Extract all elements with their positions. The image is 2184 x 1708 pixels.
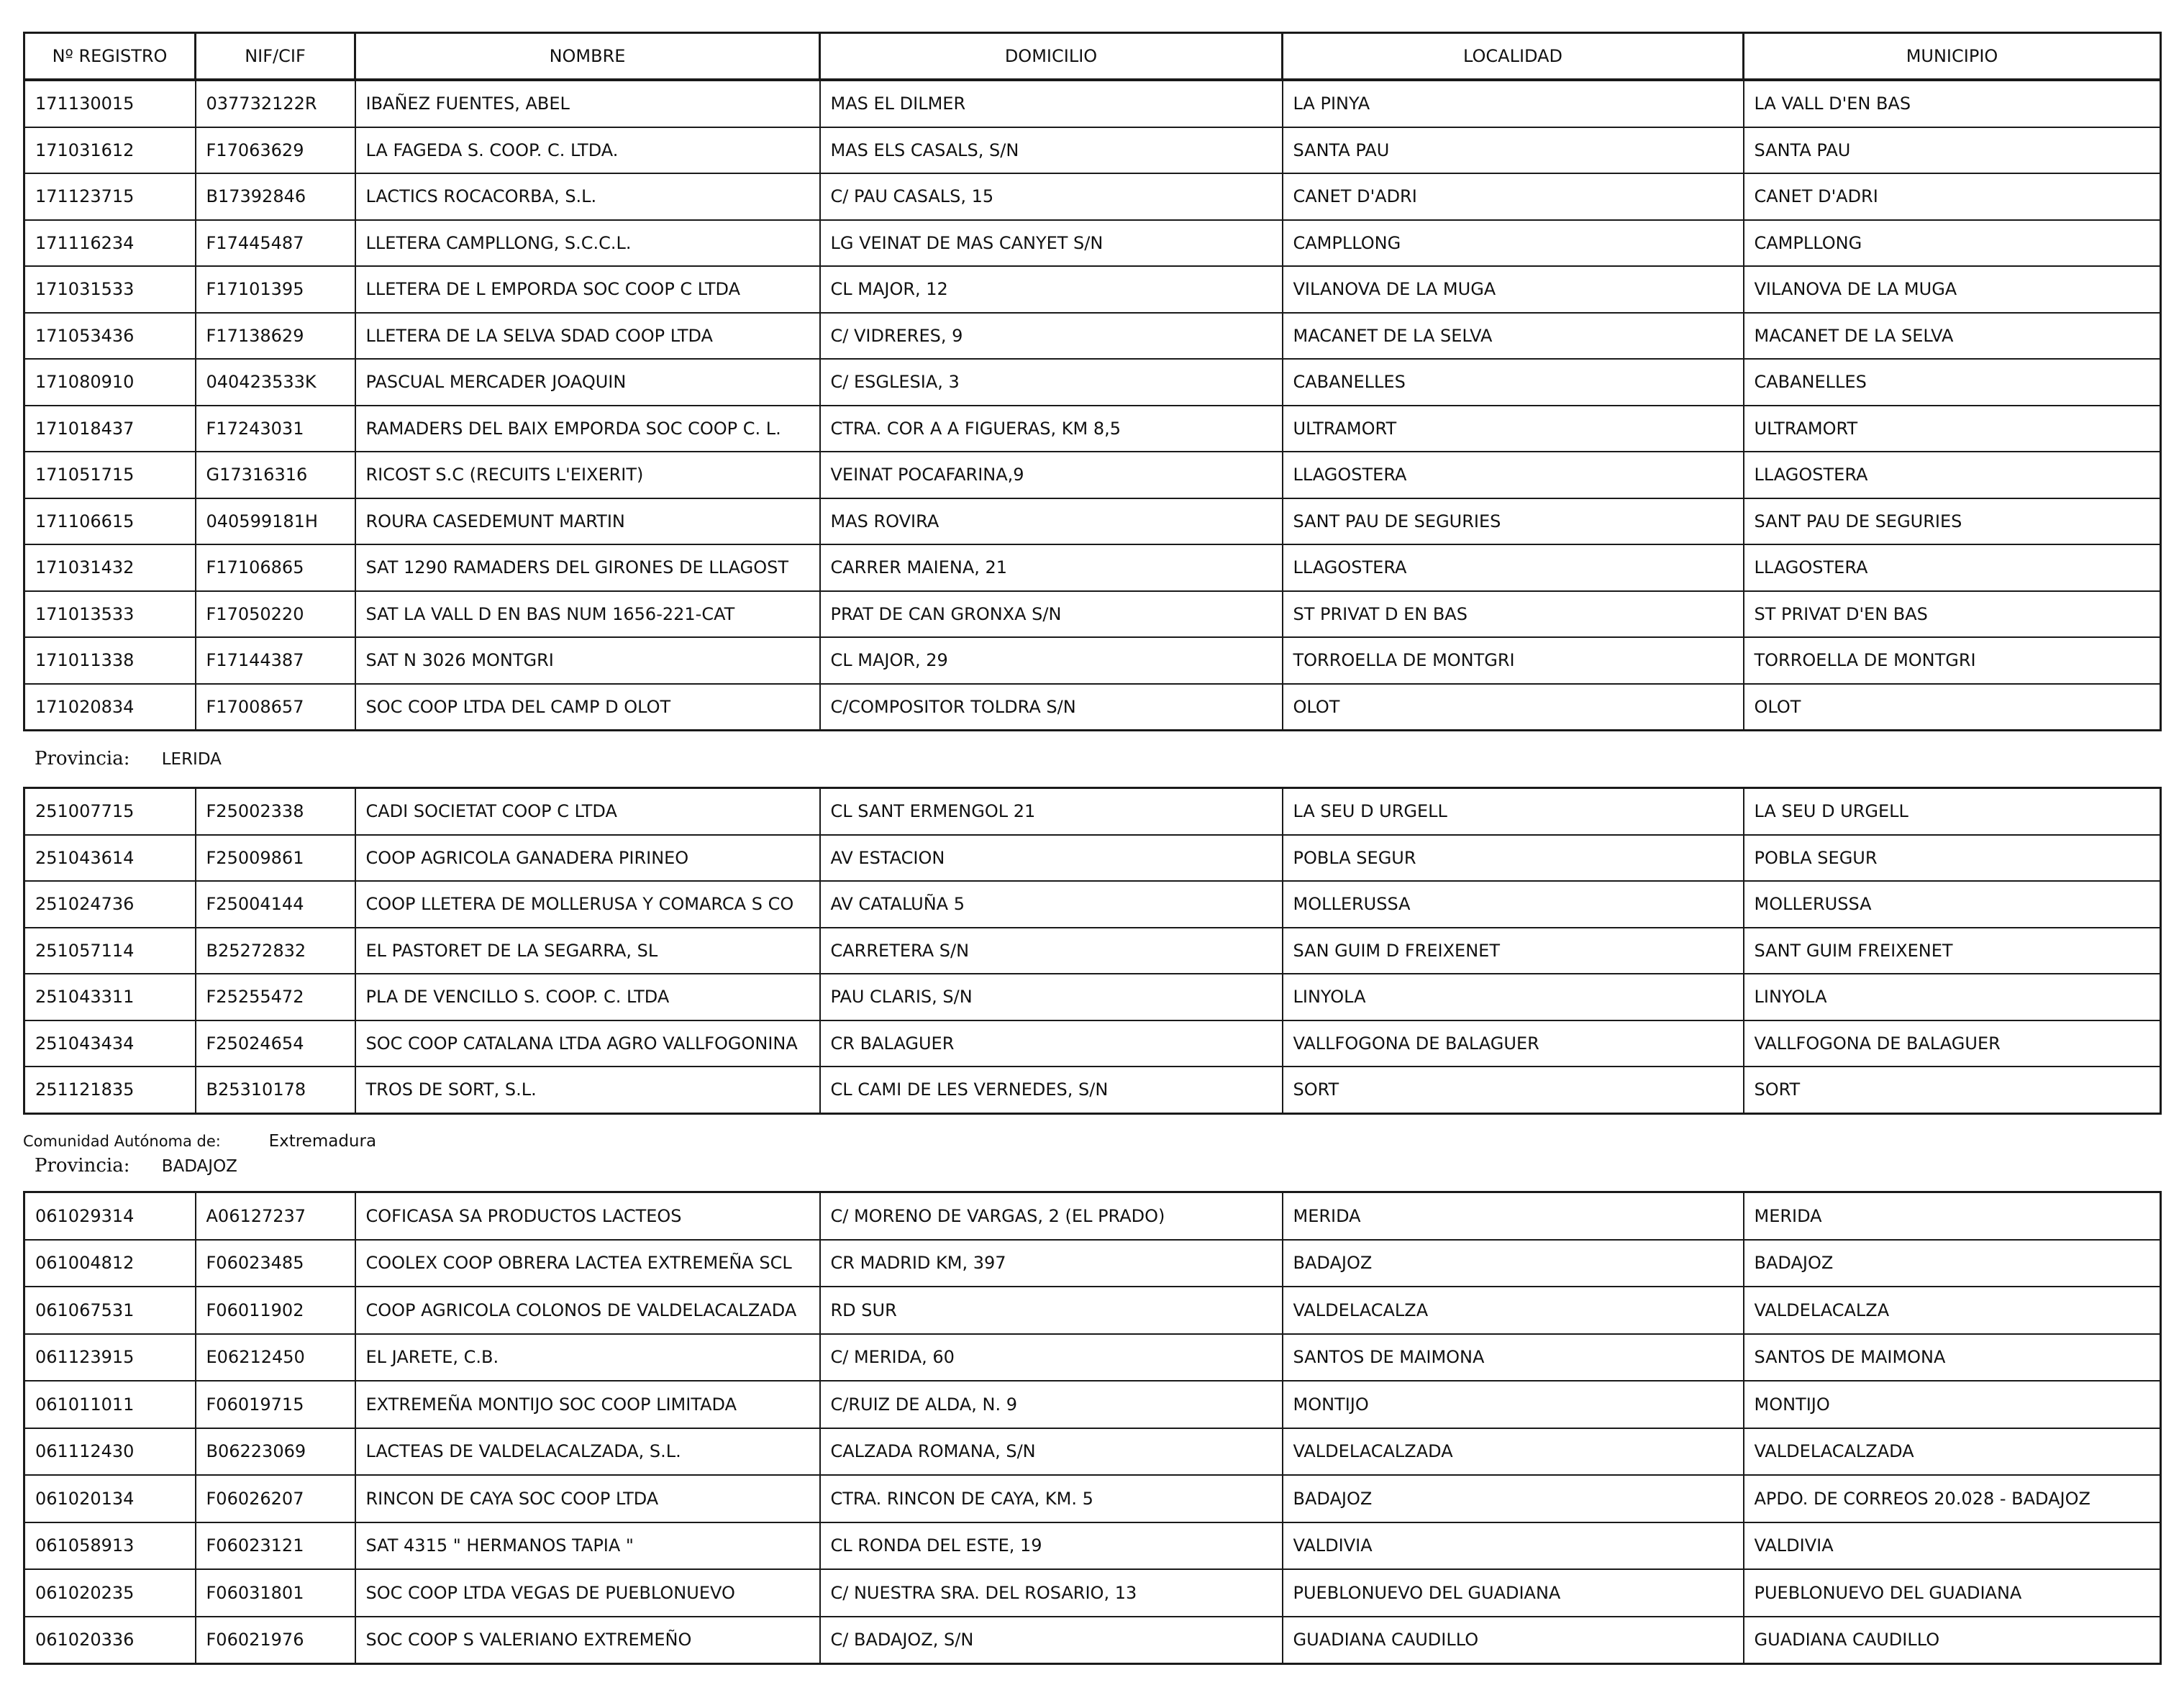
cell-domicilio: CR BALAGUER [820, 1020, 1283, 1067]
badajoz-table [23, 1191, 2162, 1665]
cell-nif: B06223069 [196, 1428, 355, 1476]
table-row [24, 1020, 2161, 1067]
cell-registro: 171106615 [24, 498, 196, 545]
cell-localidad: VALDELACALZA [1283, 1287, 1744, 1334]
cell-domicilio: MAS ELS CASALS, S/N [820, 127, 1283, 174]
cell-localidad: CANET D'ADRI [1283, 173, 1744, 220]
table-row [24, 1381, 2161, 1428]
cell-registro: 061020134 [24, 1475, 196, 1522]
cell-municipio: SORT [1744, 1067, 2161, 1113]
cell-domicilio: C/RUIZ DE ALDA, N. 9 [820, 1381, 1283, 1428]
table-row [24, 928, 2161, 974]
cell-nombre: LLETERA DE L EMPORDA SOC COOP C LTDA [355, 266, 820, 313]
table-row [24, 544, 2161, 591]
table-row [24, 127, 2161, 174]
cell-nombre: LACTEAS DE VALDELACALZADA, S.L. [355, 1428, 820, 1476]
table-row [24, 313, 2161, 360]
cell-registro: 061123915 [24, 1334, 196, 1382]
cell-domicilio: C/ MERIDA, 60 [820, 1334, 1283, 1382]
cell-nif: F06023485 [196, 1240, 355, 1287]
cell-localidad: CAMPLLONG [1283, 220, 1744, 267]
cell-nombre: CADI SOCIETAT COOP C LTDA [355, 788, 820, 835]
cell-municipio: SANTOS DE MAIMONA [1744, 1334, 2161, 1382]
province-name: BADAJOZ [161, 1157, 237, 1176]
cell-localidad: ULTRAMORT [1283, 406, 1744, 452]
cell-nombre: LA FAGEDA S. COOP. C. LTDA. [355, 127, 820, 174]
cell-municipio: OLOT [1744, 684, 2161, 731]
table-row [24, 220, 2161, 267]
table-row [24, 1428, 2161, 1476]
cell-nif: E06212450 [196, 1334, 355, 1382]
cell-localidad: SANT PAU DE SEGURIES [1283, 498, 1744, 545]
cell-nif: F17050220 [196, 591, 355, 638]
cell-nif: F17008657 [196, 684, 355, 731]
cell-nombre: COOP LLETERA DE MOLLERUSA Y COMARCA S CO [355, 881, 820, 928]
cell-municipio: MACANET DE LA SELVA [1744, 313, 2161, 360]
cell-municipio: MERIDA [1744, 1192, 2161, 1240]
cell-municipio: POBLA SEGUR [1744, 835, 2161, 882]
table-row [24, 1067, 2161, 1113]
cell-nombre: SAT 4315 " HERMANOS TAPIA " [355, 1522, 820, 1570]
cell-municipio: SANT PAU DE SEGURIES [1744, 498, 2161, 545]
cell-nif: F17106865 [196, 544, 355, 591]
cell-localidad: PUEBLONUEVO DEL GUADIANA [1283, 1569, 1744, 1617]
cell-nif: F17138629 [196, 313, 355, 360]
cell-localidad: SANTA PAU [1283, 127, 1744, 174]
cell-localidad: SAN GUIM D FREIXENET [1283, 928, 1744, 974]
cell-registro: 171031432 [24, 544, 196, 591]
cell-registro: 251121835 [24, 1067, 196, 1113]
cell-domicilio: MAS ROVIRA [820, 498, 1283, 545]
cell-nif: F06019715 [196, 1381, 355, 1428]
cell-nif: A06127237 [196, 1192, 355, 1240]
gerona-table [23, 79, 2162, 731]
cell-domicilio: CARRER MAIENA, 21 [820, 544, 1283, 591]
cell-localidad: MOLLERUSSA [1283, 881, 1744, 928]
cell-nombre: COOP AGRICOLA COLONOS DE VALDELACALZADA [355, 1287, 820, 1334]
cell-registro: 061020336 [24, 1617, 196, 1664]
cell-domicilio: CARRETERA S/N [820, 928, 1283, 974]
cell-nombre: SOC COOP LTDA DEL CAMP D OLOT [355, 684, 820, 731]
cell-municipio: CANET D'ADRI [1744, 173, 2161, 220]
cell-nombre: COOP AGRICOLA GANADERA PIRINEO [355, 835, 820, 882]
table-row [24, 173, 2161, 220]
cell-domicilio: CL MAJOR, 29 [820, 637, 1283, 684]
cell-registro: 171018437 [24, 406, 196, 452]
cell-localidad: LLAGOSTERA [1283, 544, 1744, 591]
cell-registro: 251043614 [24, 835, 196, 882]
province-label-lerida [35, 748, 222, 769]
table-row [24, 974, 2161, 1020]
cell-registro: 061112430 [24, 1428, 196, 1476]
table-row [24, 1522, 2161, 1570]
cell-municipio: LA VALL D'EN BAS [1744, 81, 2161, 127]
cell-domicilio: VEINAT POCAFARINA,9 [820, 452, 1283, 498]
cell-localidad: VALDELACALZADA [1283, 1428, 1744, 1476]
cell-localidad: ST PRIVAT D EN BAS [1283, 591, 1744, 638]
cell-nombre: RICOST S.C (RECUITS L'EIXERIT) [355, 452, 820, 498]
cell-localidad: MERIDA [1283, 1192, 1744, 1240]
table-row [24, 1240, 2161, 1287]
cell-domicilio: C/ BADAJOZ, S/N [820, 1617, 1283, 1664]
cell-registro: 171013533 [24, 591, 196, 638]
cell-registro: 061004812 [24, 1240, 196, 1287]
cell-municipio: LA SEU D URGELL [1744, 788, 2161, 835]
cell-domicilio: PAU CLARIS, S/N [820, 974, 1283, 1020]
table-row [24, 452, 2161, 498]
cell-nif: F25009861 [196, 835, 355, 882]
cell-nombre: PASCUAL MERCADER JOAQUIN [355, 359, 820, 406]
table-row [24, 1475, 2161, 1522]
cell-domicilio: CTRA. COR A A FIGUERAS, KM 8,5 [820, 406, 1283, 452]
cell-nombre: SOC COOP S VALERIANO EXTREMEÑO [355, 1617, 820, 1664]
cell-nif: F06026207 [196, 1475, 355, 1522]
cell-municipio: APDO. DE CORREOS 20.028 - BADAJOZ [1744, 1475, 2161, 1522]
cell-nombre: EXTREMEÑA MONTIJO SOC COOP LIMITADA [355, 1381, 820, 1428]
cell-nombre: EL JARETE, C.B. [355, 1334, 820, 1382]
cell-registro: 061058913 [24, 1522, 196, 1570]
cell-localidad: MONTIJO [1283, 1381, 1744, 1428]
cell-nif: B25310178 [196, 1067, 355, 1113]
cell-localidad: LA PINYA [1283, 81, 1744, 127]
cell-registro: 061067531 [24, 1287, 196, 1334]
cell-municipio: VALDELACALZA [1744, 1287, 2161, 1334]
cell-registro: 061011011 [24, 1381, 196, 1428]
table-row [24, 266, 2161, 313]
comunidad-autonoma-label [23, 1132, 376, 1151]
cell-registro: 171051715 [24, 452, 196, 498]
cell-domicilio: CR MADRID KM, 397 [820, 1240, 1283, 1287]
cell-municipio: ST PRIVAT D'EN BAS [1744, 591, 2161, 638]
cell-nif: B25272832 [196, 928, 355, 974]
province-name: LERIDA [161, 750, 222, 769]
cell-nombre: ROURA CASEDEMUNT MARTIN [355, 498, 820, 545]
cell-registro: 171031533 [24, 266, 196, 313]
cell-municipio: CAMPLLONG [1744, 220, 2161, 267]
cell-municipio: CABANELLES [1744, 359, 2161, 406]
cell-municipio: MOLLERUSSA [1744, 881, 2161, 928]
province-caption: Provincia: [35, 1155, 130, 1177]
table-row [24, 835, 2161, 882]
cell-registro: 061020235 [24, 1569, 196, 1617]
cell-domicilio: RD SUR [820, 1287, 1283, 1334]
cell-nombre: IBAÑEZ FUENTES, ABEL [355, 81, 820, 127]
cell-nombre: SOC COOP CATALANA LTDA AGRO VALLFOGONINA [355, 1020, 820, 1067]
cell-localidad: VALLFOGONA DE BALAGUER [1283, 1020, 1744, 1067]
table-row [24, 1569, 2161, 1617]
cell-nif: F17063629 [196, 127, 355, 174]
table-row [24, 1192, 2161, 1240]
table-row [24, 498, 2161, 545]
cell-domicilio: CL SANT ERMENGOL 21 [820, 788, 1283, 835]
cell-registro: 171130015 [24, 81, 196, 127]
header-nombre: NOMBRE [355, 33, 820, 80]
cell-domicilio: C/COMPOSITOR TOLDRA S/N [820, 684, 1283, 731]
cell-registro: 171031612 [24, 127, 196, 174]
cell-nif: F06031801 [196, 1569, 355, 1617]
cell-domicilio: C/ VIDRERES, 9 [820, 313, 1283, 360]
cell-nombre: TROS DE SORT, S.L. [355, 1067, 820, 1113]
cell-registro: 171011338 [24, 637, 196, 684]
cell-localidad: OLOT [1283, 684, 1744, 731]
cell-municipio: SANT GUIM FREIXENET [1744, 928, 2161, 974]
cell-localidad: TORROELLA DE MONTGRI [1283, 637, 1744, 684]
province-caption: Provincia: [35, 748, 130, 769]
cell-localidad: LLAGOSTERA [1283, 452, 1744, 498]
table-row [24, 591, 2161, 638]
cell-municipio: BADAJOZ [1744, 1240, 2161, 1287]
cell-municipio: MONTIJO [1744, 1381, 2161, 1428]
cell-domicilio: CL RONDA DEL ESTE, 19 [820, 1522, 1283, 1570]
cell-localidad: SORT [1283, 1067, 1744, 1113]
cell-localidad: BADAJOZ [1283, 1475, 1744, 1522]
cell-nombre: PLA DE VENCILLO S. COOP. C. LTDA [355, 974, 820, 1020]
cell-localidad: VILANOVA DE LA MUGA [1283, 266, 1744, 313]
cell-nombre: SOC COOP LTDA VEGAS DE PUEBLONUEVO [355, 1569, 820, 1617]
header-municipio: MUNICIPIO [1744, 33, 2161, 80]
cell-localidad: SANTOS DE MAIMONA [1283, 1334, 1744, 1382]
cell-registro: 251043434 [24, 1020, 196, 1067]
cell-nif: 040599181H [196, 498, 355, 545]
table-row [24, 1287, 2161, 1334]
cell-nif: F25255472 [196, 974, 355, 1020]
cell-nombre: RINCON DE CAYA SOC COOP LTDA [355, 1475, 820, 1522]
cell-nif: F25024654 [196, 1020, 355, 1067]
cell-localidad: LA SEU D URGELL [1283, 788, 1744, 835]
cell-localidad: VALDIVIA [1283, 1522, 1744, 1570]
cell-nombre: EL PASTORET DE LA SEGARRA, SL [355, 928, 820, 974]
cell-localidad: LINYOLA [1283, 974, 1744, 1020]
table-row [24, 81, 2161, 127]
cell-nif: F06021976 [196, 1617, 355, 1664]
cell-localidad: MACANET DE LA SELVA [1283, 313, 1744, 360]
cell-municipio: TORROELLA DE MONTGRI [1744, 637, 2161, 684]
cell-municipio: SANTA PAU [1744, 127, 2161, 174]
cell-nif: F06011902 [196, 1287, 355, 1334]
cell-nombre: LLETERA CAMPLLONG, S.C.C.L. [355, 220, 820, 267]
cell-domicilio: C/ ESGLESIA, 3 [820, 359, 1283, 406]
cell-registro: 171053436 [24, 313, 196, 360]
table-row [24, 1617, 2161, 1664]
cell-registro: 061029314 [24, 1192, 196, 1240]
cell-registro: 171116234 [24, 220, 196, 267]
cell-nombre: SAT N 3026 MONTGRI [355, 637, 820, 684]
cell-domicilio: CL MAJOR, 12 [820, 266, 1283, 313]
cell-nif: F17144387 [196, 637, 355, 684]
cell-municipio: VALLFOGONA DE BALAGUER [1744, 1020, 2161, 1067]
comunidad-caption: Comunidad Autónoma de: [23, 1133, 221, 1150]
cell-localidad: BADAJOZ [1283, 1240, 1744, 1287]
cell-domicilio: CALZADA ROMANA, S/N [820, 1428, 1283, 1476]
header-domicilio: DOMICILIO [820, 33, 1283, 80]
cell-domicilio: AV ESTACION [820, 835, 1283, 882]
cell-localidad: CABANELLES [1283, 359, 1744, 406]
table-row [24, 406, 2161, 452]
cell-nombre: RAMADERS DEL BAIX EMPORDA SOC COOP C. L. [355, 406, 820, 452]
cell-municipio: VILANOVA DE LA MUGA [1744, 266, 2161, 313]
cell-municipio: VALDIVIA [1744, 1522, 2161, 1570]
cell-domicilio: CTRA. RINCON DE CAYA, KM. 5 [820, 1475, 1283, 1522]
cell-nif: F17445487 [196, 220, 355, 267]
table-row [24, 788, 2161, 835]
cell-nif: F25004144 [196, 881, 355, 928]
cell-municipio: GUADIANA CAUDILLO [1744, 1617, 2161, 1664]
cell-municipio: ULTRAMORT [1744, 406, 2161, 452]
cell-nombre: COFICASA SA PRODUCTOS LACTEOS [355, 1192, 820, 1240]
table-row [24, 684, 2161, 731]
table-row [24, 637, 2161, 684]
cell-nif: B17392846 [196, 173, 355, 220]
cell-domicilio: C/ MORENO DE VARGAS, 2 (EL PRADO) [820, 1192, 1283, 1240]
lerida-table [23, 787, 2162, 1115]
table-row [24, 1334, 2161, 1382]
cell-nif: 037732122R [196, 81, 355, 127]
cell-registro: 171123715 [24, 173, 196, 220]
cell-registro: 251024736 [24, 881, 196, 928]
cell-domicilio: MAS EL DILMER [820, 81, 1283, 127]
header-nif: NIF/CIF [196, 33, 355, 80]
cell-nombre: SAT 1290 RAMADERS DEL GIRONES DE LLAGOST [355, 544, 820, 591]
cell-domicilio: C/ PAU CASALS, 15 [820, 173, 1283, 220]
cell-localidad: GUADIANA CAUDILLO [1283, 1617, 1744, 1664]
cell-nombre: COOLEX COOP OBRERA LACTEA EXTREMEÑA SCL [355, 1240, 820, 1287]
cell-municipio: LLAGOSTERA [1744, 452, 2161, 498]
cell-municipio: PUEBLONUEVO DEL GUADIANA [1744, 1569, 2161, 1617]
cell-domicilio: CL CAMI DE LES VERNEDES, S/N [820, 1067, 1283, 1113]
cell-registro: 251057114 [24, 928, 196, 974]
header-localidad: LOCALIDAD [1283, 33, 1744, 80]
table-row [24, 881, 2161, 928]
comunidad-name: Extremadura [268, 1132, 377, 1151]
cell-municipio: LLAGOSTERA [1744, 544, 2161, 591]
cell-nif: G17316316 [196, 452, 355, 498]
cell-registro: 171020834 [24, 684, 196, 731]
cell-nif: F25002338 [196, 788, 355, 835]
column-header-table [23, 32, 2162, 81]
header-registro: Nº REGISTRO [24, 33, 196, 80]
cell-nombre: SAT LA VALL D EN BAS NUM 1656-221-CAT [355, 591, 820, 638]
header-row [24, 33, 2161, 80]
cell-nombre: LACTICS ROCACORBA, S.L. [355, 173, 820, 220]
table-row [24, 359, 2161, 406]
cell-domicilio: PRAT DE CAN GRONXA S/N [820, 591, 1283, 638]
cell-municipio: VALDELACALZADA [1744, 1428, 2161, 1476]
cell-registro: 251043311 [24, 974, 196, 1020]
province-label-badajoz [35, 1155, 237, 1177]
cell-domicilio: LG VEINAT DE MAS CANYET S/N [820, 220, 1283, 267]
cell-registro: 251007715 [24, 788, 196, 835]
cell-domicilio: C/ NUESTRA SRA. DEL ROSARIO, 13 [820, 1569, 1283, 1617]
cell-domicilio: AV CATALUÑA 5 [820, 881, 1283, 928]
cell-municipio: LINYOLA [1744, 974, 2161, 1020]
cell-registro: 171080910 [24, 359, 196, 406]
cell-nif: F17243031 [196, 406, 355, 452]
cell-nombre: LLETERA DE LA SELVA SDAD COOP LTDA [355, 313, 820, 360]
cell-nif: F06023121 [196, 1522, 355, 1570]
cell-localidad: POBLA SEGUR [1283, 835, 1744, 882]
cell-nif: F17101395 [196, 266, 355, 313]
cell-nif: 040423533K [196, 359, 355, 406]
